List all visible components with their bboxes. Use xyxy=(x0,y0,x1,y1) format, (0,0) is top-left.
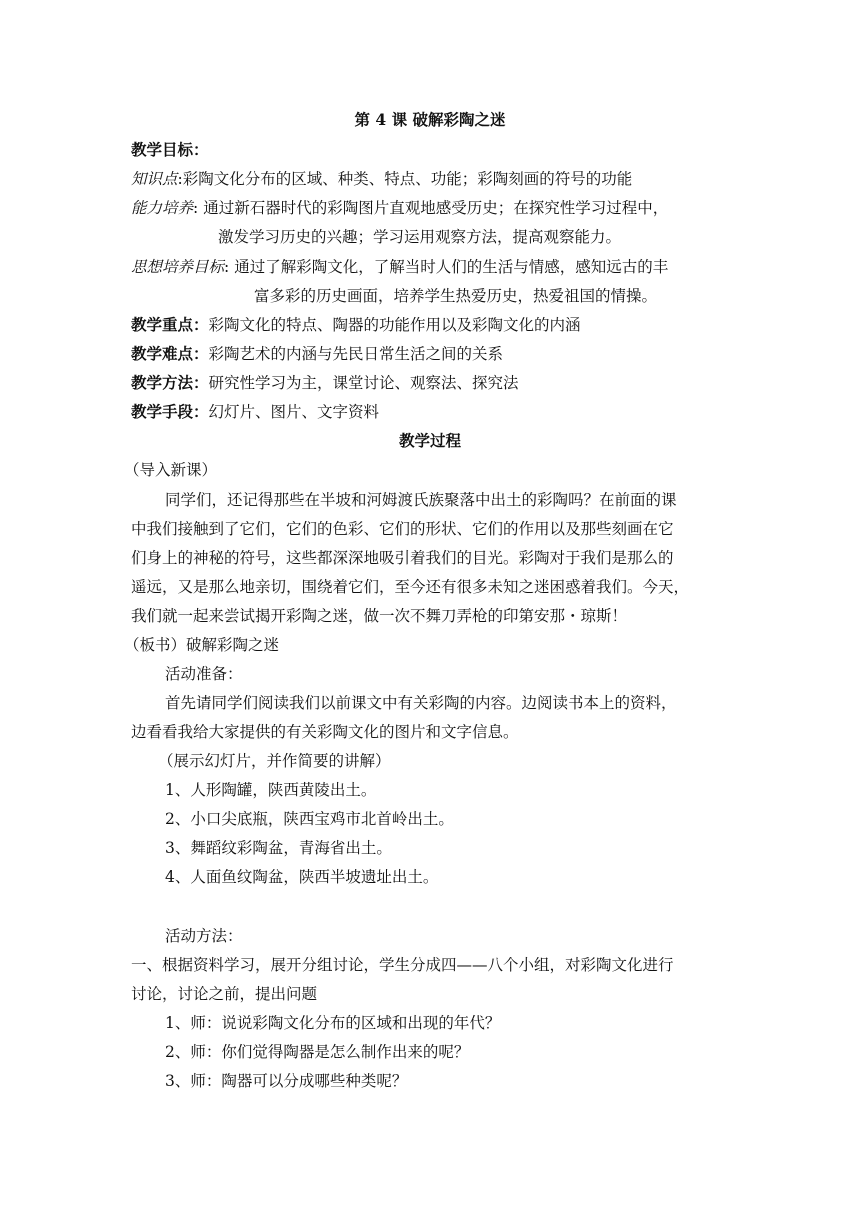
page-title: 第 4 课 破解彩陶之迷 xyxy=(354,110,506,129)
prep-line: 边看看我给大家提供的有关彩陶文化的图片和文字信息。 xyxy=(131,723,519,741)
board-note: （板书）破解彩陶之迷 xyxy=(124,636,280,654)
slide-item: 4、人面鱼纹陶盆，陕西半坡遗址出土。 xyxy=(165,868,439,886)
question-item: 2、师：你们觉得陶器是怎么制作出来的呢？ xyxy=(165,1043,470,1061)
slide-item: 2、小口尖底瓶，陕西宝鸡市北首岭出土。 xyxy=(165,810,454,828)
intro-line: 我们就一起来尝试揭开彩陶之迷，做一次不舞刀弄枪的印第安那・琼斯！ xyxy=(131,607,628,625)
method-line: 讨论，讨论之前，提出问题 xyxy=(131,985,318,1003)
activity-prep-heading: 活动准备： xyxy=(165,665,243,683)
means-label: 教学手段： xyxy=(131,402,209,421)
methods-label: 教学方法： xyxy=(131,373,209,392)
difficulties-text: 彩陶艺术的内涵与先民日常生活之间的关系 xyxy=(208,345,504,363)
means xyxy=(131,401,379,423)
intro-line: 同学们，还记得那些在半坡和河姆渡氏族聚落中出土的彩陶吗？在前面的课 xyxy=(165,491,677,509)
methods-text: 研究性学习为主，课堂讨论、观察法、探究法 xyxy=(208,374,519,392)
ability-label: 能力培养 xyxy=(131,199,194,217)
ideology-label: 思想培养目标 xyxy=(131,258,225,276)
activity-method-heading: 活动方法： xyxy=(165,927,243,945)
objectives-heading: 教学目标： xyxy=(131,140,209,159)
difficulties-label: 教学难点： xyxy=(131,344,209,363)
ability-colon: : xyxy=(193,199,199,217)
ideology-colon: : xyxy=(224,258,230,276)
methods xyxy=(131,372,519,394)
knowledge-colon: : xyxy=(177,170,183,188)
knowledge-text: 彩陶文化分布的区域、种类、特点、功能；彩陶刻画的符号的功能 xyxy=(182,170,633,188)
intro-line: 中我们接触到了它们，它们的色彩、它们的形状、它们的作用以及那些刻画在它 xyxy=(131,520,674,538)
key-points-label: 教学重点： xyxy=(131,315,209,334)
ideology-objective xyxy=(131,256,668,278)
intro-line: 遥远，又是那么地亲切，围绕着它们，至今还有很多未知之迷困惑着我们。今天， xyxy=(131,578,690,596)
question-item: 1、师：说说彩陶文化分布的区域和出现的年代？ xyxy=(165,1014,501,1032)
intro-line: 们身上的神秘的符号，这些都深深地吸引着我们的目光。彩陶对于我们是那么的 xyxy=(131,549,674,567)
knowledge-label: 知识点 xyxy=(131,170,178,188)
knowledge-objective xyxy=(131,168,632,190)
ideology-text-line2: 富多彩的历史画面，培养学生热爱历史，热爱祖国的情操。 xyxy=(254,287,658,305)
key-points-text: 彩陶文化的特点、陶器的功能作用以及彩陶文化的内涵 xyxy=(208,316,581,334)
slide-item: 3、舞蹈纹彩陶盆，青海省出土。 xyxy=(165,839,392,857)
prep-line: 首先请同学们阅读我们以前课文中有关彩陶的内容。边阅读书本上的资料， xyxy=(165,694,677,712)
process-heading: 教学过程 xyxy=(398,431,461,450)
intro-tag: （导入新课） xyxy=(124,461,218,479)
ideology-text-line1: 通过了解彩陶文化，了解当时人们的生活与情感，感知远古的丰 xyxy=(234,258,669,276)
means-text: 幻灯片、图片、文字资料 xyxy=(208,403,380,421)
question-item: 3、师：陶器可以分成哪些种类呢？ xyxy=(165,1072,408,1090)
ability-text-line1: 通过新石器时代的彩陶图片直观地感受历史；在探究性学习过程中， xyxy=(203,199,669,217)
method-line: 一、根据资料学习，展开分组讨论，学生分成四——八个小组，对彩陶文化进行 xyxy=(131,956,674,974)
difficulties xyxy=(131,343,503,365)
ability-text-line2: 激发学习历史的兴趣；学习运用观察方法，提高观察能力。 xyxy=(218,228,622,246)
ability-objective xyxy=(131,197,668,219)
slides-note: （展示幻灯片，并作简要的讲解） xyxy=(158,752,391,770)
slide-item: 1、人形陶罐，陕西黄陵出土。 xyxy=(165,781,377,799)
key-points xyxy=(131,314,581,336)
